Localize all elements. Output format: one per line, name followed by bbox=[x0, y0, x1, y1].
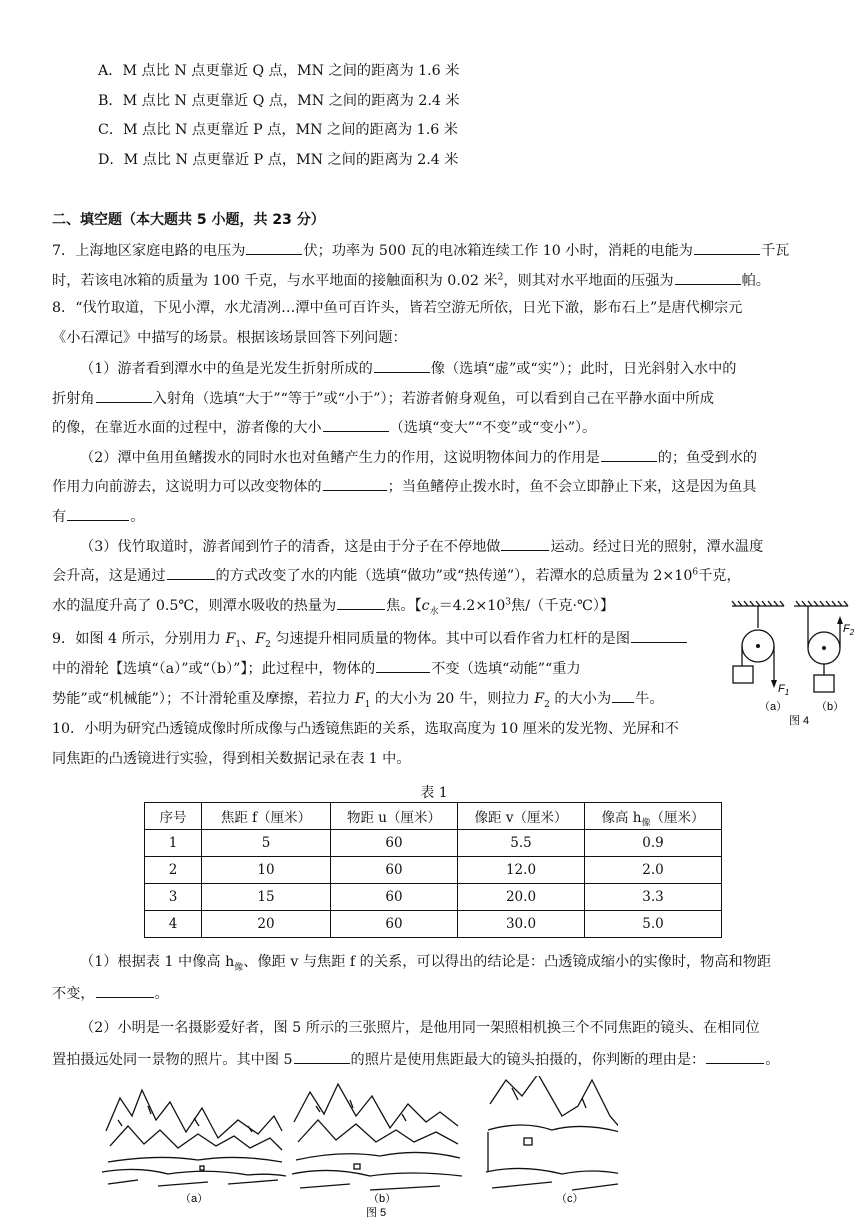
q8-p3-line-3: 水的温度升高了 0.5℃，则潭水吸收的热量为 焦。【$c_水=4.2\times 10^3$焦/（千克·℃）】 bbox=[52, 595, 614, 615]
table-row bbox=[145, 911, 722, 938]
fig-4-label: 图 4 bbox=[789, 715, 810, 727]
label-F2: $F_2$ bbox=[843, 623, 855, 637]
option-text: M 点比 N 点更靠近 P 点，MN 之间的距离为 2.4 米 bbox=[123, 152, 459, 168]
answer-blank[interactable] bbox=[501, 536, 549, 551]
answer-blank[interactable] bbox=[374, 358, 430, 373]
answer-blank[interactable] bbox=[246, 240, 302, 255]
data-table bbox=[144, 802, 722, 938]
q10-p2-line-2: 置拍摄远处同一景物的照片。其中图 5 的照片是使用焦距最大的镜头拍摄的，你判断的理由是： 。 bbox=[52, 1049, 779, 1069]
table-cell: 5.0 bbox=[585, 911, 722, 938]
answer-blank[interactable] bbox=[323, 417, 389, 432]
fig-5-label: 图 5 bbox=[366, 1207, 387, 1219]
q10-line-1: 10．小明为研究凸透镜成像时所成像与凸透镜焦距的关系，选取高度为 10 厘米的发光物、光屏和不 bbox=[52, 721, 679, 737]
table-row bbox=[145, 884, 722, 911]
table-cell: 60 bbox=[331, 911, 458, 938]
answer-blank[interactable] bbox=[631, 628, 687, 643]
option-a bbox=[98, 62, 459, 80]
q9-line-1: 9．如图 4 所示，分别用力 $F_1$、$F_2$ 匀速提升相同质量的物体。其中可以看作省力杠杆的是图 bbox=[52, 628, 688, 648]
answer-blank[interactable] bbox=[96, 388, 152, 403]
answer-blank[interactable] bbox=[601, 447, 657, 462]
option-b bbox=[98, 92, 460, 110]
table-cell: 4 bbox=[145, 911, 202, 938]
answer-blank[interactable] bbox=[706, 1049, 764, 1064]
table-header: 像距 v（厘米） bbox=[458, 803, 585, 830]
option-text: M 点比 N 点更靠近 Q 点，MN 之间的距离为 2.4 米 bbox=[122, 93, 460, 109]
table-row bbox=[145, 857, 722, 884]
table-cell: 2.0 bbox=[585, 857, 722, 884]
table-cell: 20 bbox=[202, 911, 331, 938]
q9-line-2: 中的滑轮【选填“（a）”或“（b）”】；此过程中，物体的 不变（选填“动能”“重力 bbox=[52, 658, 581, 678]
table-cell: 5.5 bbox=[458, 830, 585, 857]
header-subscript: 像 bbox=[641, 818, 651, 829]
q8-p3-line-1: （3）伐竹取道时，游者闻到竹子的清香，这是由于分子在不停地做 运动。经过日光的照射，潭水温度 bbox=[80, 536, 763, 556]
q7-line-2: 时，若该电冰箱的质量为 100 千克，与水平地面的接触面积为 0.02 米$^2$，则其对水平地面的压强为 帕。 bbox=[52, 270, 770, 290]
answer-blank[interactable] bbox=[376, 658, 430, 673]
option-c bbox=[98, 121, 458, 139]
table-cell: 5 bbox=[202, 830, 331, 857]
answer-blank[interactable] bbox=[694, 240, 760, 255]
section-title: 二、填空题（本大题共 5 小题，共 23 分） bbox=[52, 212, 325, 228]
fig-4a-caption: （a） bbox=[759, 701, 788, 713]
fig-5a-caption: （a） bbox=[180, 1193, 209, 1205]
fig-4b-caption: （b） bbox=[816, 701, 845, 713]
table-header: 序号 bbox=[145, 803, 202, 830]
q7-line-1: 7．上海地区家庭电路的电压为 伏；功率为 500 瓦的电冰箱连续工作 10 小时，消耗的电能为 千瓦 bbox=[52, 240, 789, 260]
table-cell: 1 bbox=[145, 830, 202, 857]
option-label: B． bbox=[98, 93, 123, 109]
table-cell: 3.3 bbox=[585, 884, 722, 911]
table-cell: 15 bbox=[202, 884, 331, 911]
answer-blank[interactable] bbox=[612, 688, 634, 703]
option-text: M 点比 N 点更靠近 Q 点，MN 之间的距离为 1.6 米 bbox=[122, 63, 460, 79]
fig-5c-caption: （c） bbox=[556, 1193, 584, 1205]
table-header-row bbox=[145, 803, 722, 830]
answer-blank[interactable] bbox=[67, 506, 129, 521]
table-caption: 表 1 bbox=[420, 785, 448, 801]
table-row bbox=[145, 830, 722, 857]
photo-a bbox=[102, 1090, 286, 1186]
q8-p3-line-2: 会升高，这是通过 的方式改变了水的内能（选填“做功”或“热传递”），若潭水的总质量为 $2\times 10^6$千克， bbox=[52, 565, 741, 585]
q10-line-2: 同焦距的凸透镜进行实验，得到相关数据记录在表 1 中。 bbox=[52, 751, 411, 767]
q8-line-1: 8．“伐竹取道，下见小潭，水尤清冽…潭中鱼可百许头，皆若空游无所依，日光下澈，影布石上”是唐代柳宗元 bbox=[52, 300, 743, 316]
table-cell: 0.9 bbox=[585, 830, 722, 857]
weight-b bbox=[814, 675, 834, 692]
answer-blank[interactable] bbox=[167, 565, 215, 580]
fig-5b-caption: （b） bbox=[368, 1193, 397, 1205]
ceiling-hatch bbox=[732, 601, 848, 606]
q8-p2-line-3: 有 。 bbox=[52, 506, 144, 526]
q8-p2-line-2: 作用力向前游去，这说明力可以改变物体的 ；当鱼鳍停止拨水时，鱼不会立即静止下来，这是因为鱼具 bbox=[52, 476, 756, 496]
option-text: M 点比 N 点更靠近 P 点，MN 之间的距离为 1.6 米 bbox=[123, 122, 458, 138]
weight-a bbox=[733, 666, 753, 683]
q8-p2-line-1: （2）潭中鱼用鱼鳍拨水的同时水也对鱼鳍产生力的作用，这说明物体间力的作用是 的；鱼受到水的 bbox=[80, 447, 757, 467]
option-d bbox=[98, 151, 458, 169]
table-cell: 60 bbox=[331, 830, 458, 857]
q8-p1-line-1: （1）游者看到潭水中的鱼是光发生折射所成的 像（选填“虚”或“实”）；此时，日光斜射入水中的 bbox=[80, 358, 736, 378]
table-cell: 2 bbox=[145, 857, 202, 884]
table-cell: 12.0 bbox=[458, 857, 585, 884]
table-cell: 60 bbox=[331, 884, 458, 911]
answer-blank[interactable] bbox=[337, 595, 385, 610]
q8-p1-line-2: 折射角 入射角（选填“大于”“等于”或“小于”）；若游者俯身观鱼，可以看到自己在平静水面中所成 bbox=[52, 388, 714, 408]
answer-blank[interactable] bbox=[323, 476, 387, 491]
photo-b bbox=[292, 1084, 462, 1190]
table-cell: 30.0 bbox=[458, 911, 585, 938]
q10-p2-line-1: （2）小明是一名摄影爱好者，图 5 所示的三张照片，是他用同一架照相机换三个不同焦距的镜头、在相同位 bbox=[80, 1020, 760, 1036]
q10-p1-line-2: 不变， 。 bbox=[52, 983, 169, 1003]
answer-blank[interactable] bbox=[294, 1049, 350, 1064]
table-cell: 20.0 bbox=[458, 884, 585, 911]
answer-blank[interactable] bbox=[96, 983, 154, 998]
answer-blank[interactable] bbox=[675, 270, 741, 285]
option-label: C． bbox=[98, 122, 124, 138]
option-label: A． bbox=[98, 63, 123, 79]
label-F1: $F_1$ bbox=[778, 683, 790, 697]
q10-p1-line-1: （1）根据表 1 中像高 $h_像$、像距 v 与焦距 f 的关系，可以得出的结论是：凸透镜成缩小的实像时，物高和物距 bbox=[80, 954, 772, 973]
table-cell: 10 bbox=[202, 857, 331, 884]
q9-line-3: 势能”或“机械能”）；不计滑轮重及摩擦，若拉力 $F_1$ 的大小为 20 牛，则拉力 $F_2$ 的大小为 牛。 bbox=[52, 688, 664, 708]
table-cell: 60 bbox=[331, 857, 458, 884]
figure-5-photos bbox=[98, 1076, 618, 1221]
table-header: 焦距 f（厘米） bbox=[202, 803, 331, 830]
figure-4-pulleys bbox=[728, 600, 858, 730]
option-label: D． bbox=[98, 152, 124, 168]
table-cell: 3 bbox=[145, 884, 202, 911]
q8-p1-line-3: 的像，在靠近水面的过程中，游者像的大小 （选填“变大”“不变”或“变小”）。 bbox=[52, 417, 596, 437]
table-header: 物距 u（厘米） bbox=[331, 803, 458, 830]
photo-c bbox=[486, 1076, 618, 1190]
q8-line-2: 《小石潭记》中描写的场景。根据该场景回答下列问题： bbox=[52, 330, 407, 346]
table-header: 像高 $h_像$（厘米） bbox=[585, 803, 722, 830]
